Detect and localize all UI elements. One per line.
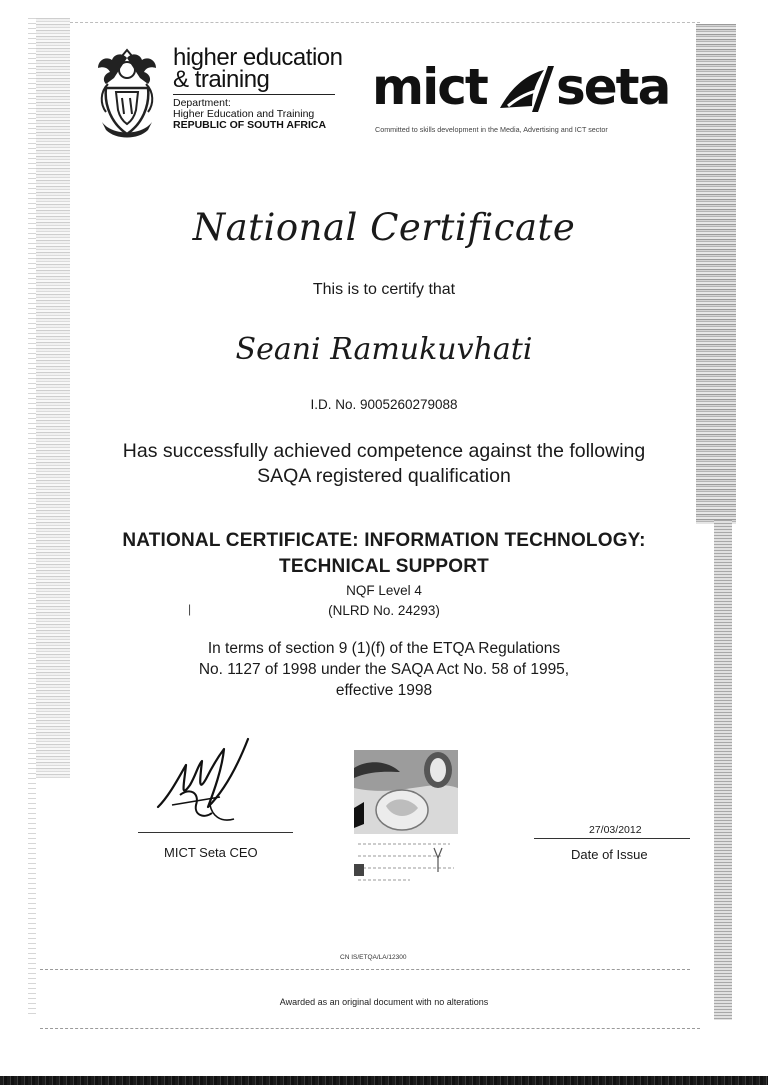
regulation-terms	[0, 638, 768, 701]
stray-mark: |	[188, 602, 192, 616]
signature-line	[138, 832, 293, 833]
achievement-line2: SAQA registered qualification	[257, 465, 511, 487]
country-name: REPUBLIC OF SOUTH AFRICA	[173, 119, 327, 131]
certificate-title: National Certificate	[192, 206, 576, 249]
qualification-line1: NATIONAL CERTIFICATE: INFORMATION TECHNOLOGY:	[122, 530, 646, 551]
id-number: I.D. No. 9005260279088	[310, 397, 458, 412]
signatory-title: MICT Seta CEO	[164, 845, 258, 860]
terms-line3: effective 1998	[335, 682, 433, 699]
coat-of-arms-icon	[94, 48, 160, 140]
achievement-statement	[0, 439, 768, 489]
qualification-line2: TECHNICAL SUPPORT	[279, 556, 489, 577]
department-title-line2: & training	[173, 66, 270, 93]
terms-line2: No. 1127 of 1998 under the SAQA Act No. 58 of 1995,	[198, 661, 570, 678]
terms-line1: In terms of section 9 (1)(f) of the ETQA Regulations	[207, 640, 561, 657]
scan-bottom-bar	[0, 1076, 768, 1085]
certificate-code: CN IS/ETQA/LA/12300	[340, 954, 407, 961]
header-divider	[173, 94, 335, 95]
department-label: Department:	[173, 97, 231, 109]
recipient-name: Seani Ramukuvhati	[235, 332, 533, 367]
qualification-details	[0, 581, 768, 621]
qualification-name	[0, 528, 768, 580]
nlrd-number: (NLRD No. 24293)	[328, 603, 440, 618]
date-line	[534, 838, 690, 839]
achievement-line1: Has successfully achieved competence against the following	[122, 440, 646, 462]
issue-date: 27/03/2012	[589, 824, 642, 836]
department-title-line1: higher education	[173, 44, 343, 71]
scan-edge-left-outer	[28, 18, 36, 1018]
scan-dashed-line	[40, 969, 690, 970]
nqf-level: NQF Level 4	[346, 583, 422, 598]
certify-text: This is to certify that	[312, 281, 456, 298]
scan-dashed-line-lower	[40, 1028, 700, 1029]
hologram-seal	[350, 748, 460, 890]
issue-date-label: Date of Issue	[571, 847, 648, 862]
mict-seta-logo	[372, 56, 672, 122]
department-name: Higher Education and Training	[173, 108, 315, 120]
svg-text:seta: seta	[556, 58, 670, 116]
partner-tagline: Committed to skills development in the Media, Advertising and ICT sector	[375, 125, 608, 134]
svg-text:mict: mict	[372, 58, 487, 116]
scan-top-line	[70, 22, 700, 23]
awarded-note: Awarded as an original document with no alterations	[279, 997, 489, 1007]
ceo-signature	[150, 735, 270, 830]
